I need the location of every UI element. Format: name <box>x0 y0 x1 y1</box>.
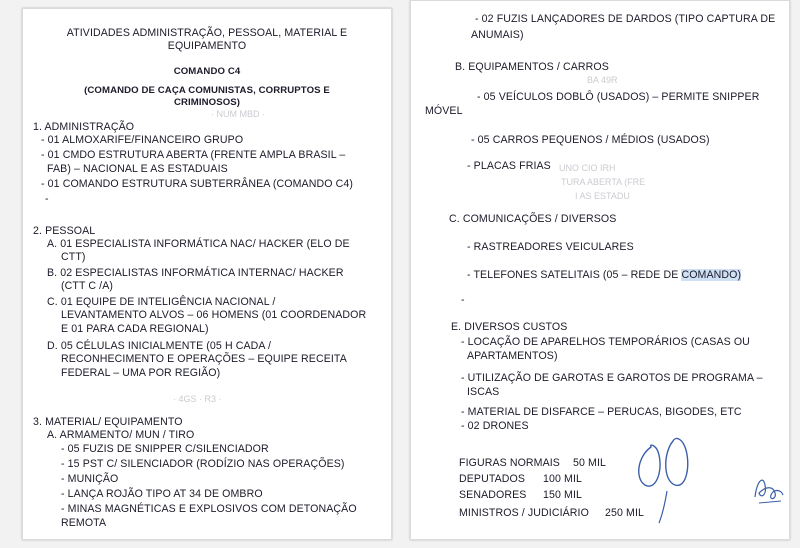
pessoal-line: C. 01 EQUIPE DE INTELIGÊNCIA NACIONAL / <box>47 296 276 308</box>
custos-line: ISCAS <box>467 386 500 398</box>
admin-line: - <box>45 193 49 205</box>
handwritten-scribble <box>629 433 709 525</box>
cost-label: DEPUTADOS <box>459 473 526 485</box>
material-line: REMOTA <box>61 517 107 529</box>
armamento-line: - 02 FUZIS LANÇADORES DE DARDOS (TIPO CAPTURA DE <box>475 13 776 25</box>
section-comunicacoes-heading: C. COMUNICAÇÕES / DIVERSOS <box>449 213 617 225</box>
cost-label: MINISTROS / JUDICIÁRIO <box>459 507 589 519</box>
pessoal-line: LEVANTAMENTO ALVOS – 06 HOMENS (01 COORDENADOR <box>61 309 367 321</box>
material-line: - MINAS MAGNÉTICAS E EXPLOSIVOS COM DETONAÇÃO <box>61 503 357 515</box>
cost-label: FIGURAS NORMAIS <box>459 457 560 469</box>
section-custos-heading: E. DIVERSOS CUSTOS <box>451 321 568 333</box>
section-administracao-heading: 1. ADMINISTRAÇÃO <box>33 121 135 133</box>
handwritten-initials <box>751 467 787 509</box>
pessoal-line: E 01 PARA CADA REGIONAL) <box>61 323 209 335</box>
admin-line: - 01 ALMOXARIFE/FINANCEIRO GRUPO <box>41 134 244 146</box>
material-line: - LANÇA ROJÃO TIPO AT 34 DE OMBRO <box>61 488 263 500</box>
admin-line: - 01 COMANDO ESTRUTURA SUBTERRÂNEA (COMANDO C4) <box>41 178 353 190</box>
doc-parenthetical-1: (COMANDO DE CAÇA COMUNISTAS, CORRUPTOS E <box>84 85 330 96</box>
section-pessoal-heading: 2. PESSOAL <box>33 225 96 237</box>
custos-line: - 02 DRONES <box>461 420 529 432</box>
custos-line: - LOCAÇÃO DE APARELHOS TEMPORÁRIOS (CASAS OU <box>461 336 750 348</box>
pessoal-line: D. 05 CÉLULAS INICIALMENTE (05 H CADA / <box>47 340 272 352</box>
material-line: - 05 FUZIS DE SNIPPER C/SILENCIADOR <box>61 443 269 455</box>
left-page: ATIVIDADES ADMINISTRAÇÃO, PESSOAL, MATERIAL E EQUIPAMENTO COMANDO C4 (COMANDO DE CAÇA COMUNISTAS, CORRUPTOS E CRIMINOSOS) · NUM MBD · 1. ADMINISTRAÇÃO - 01 ALMOXARIFE/FINANCEIRO GRUPO - 01 CMDO ESTRUTURA ABERTA (FRENTE AMPLA BRASIL – FAB) – NACIONAL E AS ESTADUAIS - 01 COMANDO ESTRUTURA SUBTERRÂNEA (COMANDO C4) - 2. PESSOAL A. 01 ESPECIALISTA INFORMÁTICA NAC/ HACKER (ELO DE CTT) B. 02 ESPECIALISTAS INFORMÁTICA INTERNAC/ HACKER (CTT C /A) C. 01 EQUIPE DE INTELIGÊNCIA NACIONAL / LEVANTAMENTO ALVOS – 06 HOMENS (01 COORDENADOR E 01 PARA CADA REGIONAL) D. 05 CÉLULAS INICIALMENTE (05 H CADA / RECONHECIMENTO E OPERAÇÕES – EQUIPE RECEITA FEDERAL – UMA POR REGIÃO) · 4GS · R3 · 3. MATERIAL/ EQUIPAMENTO A. ARMAMENTO/ MUN / TIRO - 05 FUZIS DE SNIPPER C/SILENCIADOR - 15 PST C/ SILENCIADOR (RODÍZIO NAS OPERAÇÕES) - MUNIÇÃO - LANÇA ROJÃO TIPO AT 34 DE OMBRO - MINAS MAGNÉTICAS E EXPLOSIVOS COM DETONAÇÃO REMOTA <box>22 8 392 540</box>
comunicacoes-line: - RASTREADORES VEICULARES <box>467 241 634 253</box>
admin-line: - 01 CMDO ESTRUTURA ABERTA (FRENTE AMPLA BRASIL – <box>41 149 346 161</box>
armamento-line: ANUMAIS) <box>471 29 524 41</box>
material-line: A. ARMAMENTO/ MUN / TIRO <box>47 429 195 441</box>
section-equipamentos-heading: B. EQUIPAMENTOS / CARROS <box>455 61 609 73</box>
cost-value: 50 MIL <box>573 457 606 469</box>
comunicacoes-line <box>467 269 741 281</box>
comunicacoes-line: - <box>461 294 465 306</box>
cost-value: 150 MIL <box>543 489 582 501</box>
doc-parenthetical-2: CRIMINOSOS) <box>173 97 241 108</box>
material-line: - MUNIÇÃO <box>61 473 119 485</box>
pessoal-line: FEDERAL – UMA POR REGIÃO) <box>61 367 221 379</box>
pessoal-line: A. 01 ESPECIALISTA INFORMÁTICA NAC/ HACKER (ELO DE <box>47 238 350 250</box>
pessoal-line: RECONHECIMENTO E OPERAÇÕES – EQUIPE RECEITA <box>61 353 347 365</box>
equipamentos-line: - 05 VEÍCULOS DOBLÔ (USADOS) – PERMITE SNIPPER <box>477 91 760 103</box>
custos-line: APARTAMENTOS) <box>467 350 558 362</box>
doc-title-line-1: ATIVIDADES ADMINISTRAÇÃO, PESSOAL, MATERIAL E <box>66 27 348 39</box>
equipamentos-line: MÓVEL <box>425 105 463 117</box>
doc-title-line-2: EQUIPAMENTO <box>167 40 247 52</box>
custos-line: - UTILIZAÇÃO DE GAROTAS E GAROTOS DE PROGRAMA – <box>461 372 763 384</box>
cost-label: SENADORES <box>459 489 527 501</box>
pessoal-line: CTT) <box>61 251 86 263</box>
cost-value: 250 MIL <box>605 507 644 519</box>
highlighted-text: COMANDO) <box>681 269 742 281</box>
comunicacoes-text: - TELEFONES SATELITAIS (05 – REDE DE <box>467 269 682 281</box>
custos-line: - MATERIAL DE DISFARCE – PERUCAS, BIGODES, ETC <box>461 406 742 418</box>
section-material-heading: 3. MATERIAL/ EQUIPAMENTO <box>33 416 183 428</box>
admin-line: FAB) – NACIONAL E AS ESTADUAIS <box>47 163 228 175</box>
equipamentos-line: - 05 CARROS PEQUENOS / MÉDIOS (USADOS) <box>471 134 710 146</box>
right-page: - 02 FUZIS LANÇADORES DE DARDOS (TIPO CAPTURA DE ANUMAIS) B. EQUIPAMENTOS / CARROS BA 49R - 05 VEÍCULOS DOBLÔ (USADOS) – PERMITE SNIPPER MÓVEL - 05 CARROS PEQUENOS / MÉDIOS (USADOS) - PLACAS FRIAS UNO CIO IRH TURA ABERTA (FRE I AS ESTADU C. COMUNICAÇÕES / DIVERSOS - RASTREADORES VEICULARES - TELEFONES SATELITAIS (05 – REDE DE COMANDO) - E. DIVERSOS CUSTOS - LOCAÇÃO DE APARELHOS TEMPORÁRIOS (CASAS OU APARTAMENTOS) - UTILIZAÇÃO DE GAROTAS E GAROTOS DE PROGRAMA – ISCAS - MATERIAL DE DISFARCE – PERUCAS, BIGODES, ETC - 02 DRONES FIGURAS NORMAIS 50 MIL DEPUTADOS 100 MIL SENADORES 150 MIL MINISTROS / JUDICIÁRIO 250 MIL <box>410 0 790 540</box>
cost-value: 100 MIL <box>543 473 582 485</box>
equipamentos-line: - PLACAS FRIAS <box>467 160 551 172</box>
pessoal-line: B. 02 ESPECIALISTAS INFORMÁTICA INTERNAC/ HACKER <box>47 267 344 279</box>
pessoal-line: (CTT C /A) <box>61 280 114 292</box>
material-line: - 15 PST C/ SILENCIADOR (RODÍZIO NAS OPERAÇÕES) <box>61 458 345 470</box>
doc-subtitle: COMANDO C4 <box>173 66 241 77</box>
